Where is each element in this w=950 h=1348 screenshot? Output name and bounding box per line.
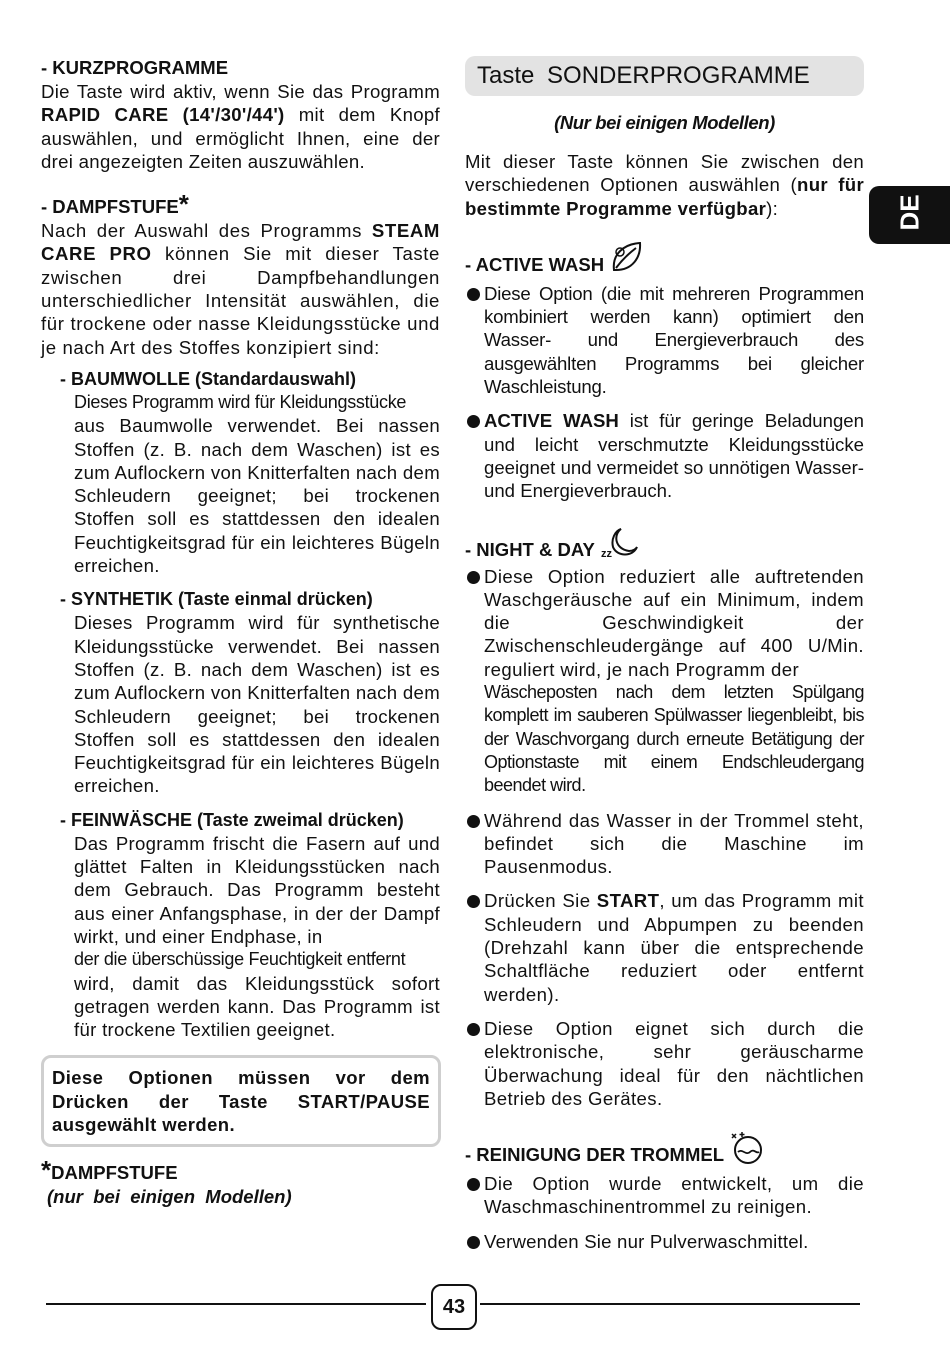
- active-wash-bullet-2: ACTIVE WASH ist für geringe Beladungen und leicht verschmutzte Kleidungsstücke geeignet und vermeidet so unnötigen Wasser- und Energieverbrauch.: [465, 409, 864, 502]
- footer-rule-right: [480, 1303, 860, 1305]
- svg-text:zz: zz: [600, 547, 612, 560]
- heading-feinwaesche: - FEINWÄSCHE (Taste zweimal drücken): [60, 809, 404, 830]
- bullet-dot: [467, 288, 480, 301]
- intro-text: Mit dieser Taste können Sie zwischen den verschiedenen Optionen auswählen (nur für bestimmte Programme verfügbar):: [465, 151, 864, 219]
- models-note: (Nur bei einigen Modellen): [554, 112, 775, 133]
- reinigung-bullet-1: Die Option wurde entwickelt, um die Waschmaschinentrommel zu reinigen.: [465, 1172, 864, 1219]
- kurzprogramme-text: Die Taste wird aktiv, wenn Sie das Programm RAPID CARE (14'/30'/44') mit dem Knopf auswählen, und ermöglicht Ihnen, eine der drei angezeigten Zeiten auszuwählen.: [41, 81, 440, 172]
- footer-rule-left: [46, 1303, 426, 1305]
- night-day-bullet-2: Während das Wasser in der Trommel steht, befindet sich die Maschine im Pausenmodus.: [465, 809, 864, 879]
- heading-synthetik: - SYNTHETIK (Taste einmal drücken): [60, 589, 373, 610]
- heading-night-day: - NIGHT & DAY zz: [465, 525, 864, 561]
- bullet-dot: [467, 895, 480, 908]
- active-wash-bullet-1: Diese Option (die mit mehreren Programmen kombiniert werden kann) optimiert den Wasser- und Energieverbrauch des ausgewählten Programms bei gleicher Waschleistung.: [465, 282, 864, 398]
- bullet-dot: [467, 815, 480, 828]
- baumwolle-block: [60, 367, 440, 577]
- language-tab-label: DE: [894, 194, 925, 231]
- feinwaesche-text-c: wird, damit das Kleidungsstück sofort getragen werden kann. Das Programm ist für trockene Textilien geeignet.: [74, 972, 440, 1041]
- heading-dampfstufe: - DAMPFSTUFE*: [41, 189, 189, 220]
- synthetik-block: [60, 587, 440, 797]
- footnote-heading: *DAMPFSTUFE: [41, 1155, 178, 1186]
- baumwolle-text: aus Baumwolle verwendet. Bei nassen Stoffen (z. B. nach dem Waschen) ist es zum Auflockern von Knitterfalten nach dem Schleudern geeignet; bei trockenen Stoffen soll es stattdessen den idealen Feuchtigkeitsgrad für ein leichteres Bügeln erreichen.: [74, 415, 440, 577]
- heading-reinigung-trommel: - REINIGUNG DER TROMMEL: [465, 1130, 864, 1166]
- page-number: 43: [431, 1284, 477, 1330]
- footnote-models: (nur bei einigen Modellen): [47, 1186, 292, 1208]
- moon-zzz-icon: [599, 525, 639, 561]
- reinigung-bullet-2: Verwenden Sie nur Pulverwaschmittel.: [465, 1230, 864, 1253]
- heading-kurzprogramme: - KURZPROGRAMME: [41, 57, 229, 78]
- feinwaesche-block: [60, 808, 440, 1042]
- section-title-bar: [465, 56, 864, 96]
- bullet-dot: [467, 1236, 480, 1249]
- section-title: Taste SONDERPROGRAMME: [477, 62, 810, 89]
- dampfstufe-text: Nach der Auswahl des Programms STEAM CARE PRO können Sie mit dieser Taste zwischen drei Dampfbehandlungen unterschiedlicher Intensität auswählen, die für trockene oder nasse Kleidungsstücke und je nach Art des Stoffes konzipiert sind:: [41, 220, 440, 358]
- night-day-bullet-3: Drücken Sie START, um das Programm mit Schleudern und Abpumpen zu beenden (Drehzahl kann über die entsprechende Schaltfläche reduziert oder entfernt werden).: [465, 889, 864, 1005]
- bullet-dot: [467, 1178, 480, 1191]
- feinwaesche-text-a: Das Programm frischt die Fasern auf und glättet Falten in Kleidungsstücken nach dem Gebrauch. Das Programm besteht aus einer Anfangsphase, in der der Dampf wirkt, und einer Endphase, in: [74, 832, 440, 947]
- baumwolle-text-line1: Dieses Programm wird für Kleidungsstücke: [74, 391, 407, 412]
- heading-active-wash: - ACTIVE WASH: [465, 240, 864, 276]
- bullet-dot: [467, 571, 480, 584]
- left-column: [41, 56, 440, 1209]
- note-box: Diese Optionen müssen vor dem Drücken der Taste START/PAUSE ausgewählt werden.: [41, 1055, 441, 1147]
- language-tab: [869, 186, 950, 244]
- drum-sparkle-icon: [728, 1130, 764, 1166]
- night-day-bullet-4: Diese Option eignet sich durch die elektronische, sehr geräuscharme Überwachung ideal für den nächtlichen Betrieb des Gerätes.: [465, 1017, 864, 1110]
- heading-baumwolle: - BAUMWOLLE (Standardauswahl): [60, 368, 356, 389]
- right-column: [465, 56, 864, 1253]
- night-day-bullet-1: Diese Option reduziert alle auftretenden Waschgeräusche auf ein Minimum, indem die Geschwindigkeit der Zwischenschleudergänge auf 400 U/Min. reguliert wird, je nach Programm der Wäscheposten nach dem letzten Spülgang komplett im sauberen Spülwasser liegenbleibt, bis der Waschvorgang durch erneute Betätigung der Optionstaste mit einem Endschleudergang beendet wird.: [465, 565, 864, 798]
- bullet-dot: [467, 1023, 480, 1036]
- bullet-dot: [467, 415, 480, 428]
- leaf-icon: [608, 240, 644, 276]
- synthetik-text: Dieses Programm wird für synthetische Kleidungsstücke verwendet. Bei nassen Stoffen (z. B. nach dem Waschen) ist es zum Auflockern von Knitterfalten nach dem Schleudern geeignet; bei trockenen Stoffen soll es stattdessen den idealen Feuchtigkeitsgrad für ein leichteres Bügeln erreichen.: [74, 612, 440, 797]
- feinwaesche-text-b: der die überschüssige Feuchtigkeit entfernt: [74, 949, 406, 970]
